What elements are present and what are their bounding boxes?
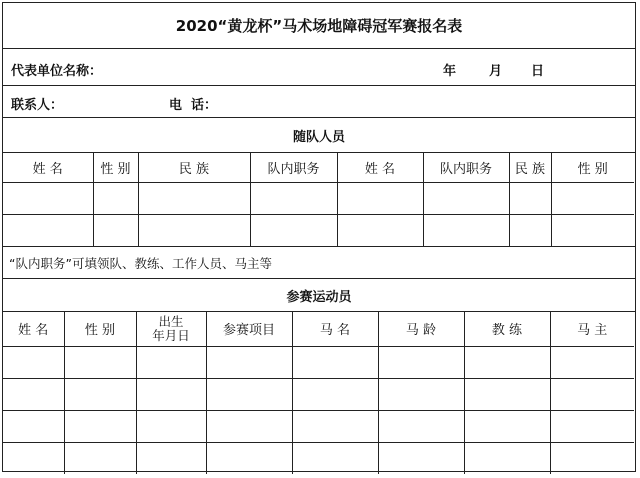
staff-cell[interactable] xyxy=(551,214,634,246)
athlete-cell[interactable] xyxy=(3,346,64,378)
athlete-cell[interactable] xyxy=(464,410,550,442)
athlete-cell[interactable] xyxy=(206,378,292,410)
staff-header-gender-2: 性 别 xyxy=(551,153,634,182)
athlete-cell[interactable] xyxy=(292,442,378,474)
staff-row xyxy=(3,182,634,214)
athlete-cell[interactable] xyxy=(136,442,206,474)
athlete-header-coach: 教 练 xyxy=(464,312,550,346)
contact-row xyxy=(3,86,635,118)
athlete-cell[interactable] xyxy=(292,410,378,442)
athlete-cell[interactable] xyxy=(550,410,634,442)
athlete-cell[interactable] xyxy=(136,410,206,442)
staff-cell[interactable] xyxy=(3,182,93,214)
athlete-cell[interactable] xyxy=(3,442,64,474)
athlete-cell[interactable] xyxy=(136,346,206,378)
athlete-cell[interactable] xyxy=(64,410,136,442)
birth-header-line-2: 年月日 xyxy=(152,327,190,343)
athletes-table xyxy=(3,312,634,474)
date-day-label: 日 xyxy=(531,64,545,79)
staff-cell[interactable] xyxy=(423,182,509,214)
staff-cell[interactable] xyxy=(551,182,634,214)
contact-person-label: 联系人： xyxy=(11,98,64,113)
role-note: “队内职务”可填领队、教练、工作人员、马主等 xyxy=(3,246,635,279)
staff-header-ethnicity: 民 族 xyxy=(138,153,250,182)
unit-row xyxy=(3,49,635,86)
staff-cell[interactable] xyxy=(509,214,551,246)
athlete-row xyxy=(3,378,634,410)
athlete-row xyxy=(3,442,634,474)
athlete-cell[interactable] xyxy=(378,378,464,410)
athlete-header-birthdate xyxy=(136,312,206,346)
staff-header-role: 队内职务 xyxy=(250,153,337,182)
staff-cell[interactable] xyxy=(93,182,138,214)
athlete-cell[interactable] xyxy=(64,442,136,474)
athlete-header-gender: 性 别 xyxy=(64,312,136,346)
athlete-header-horse-name: 马 名 xyxy=(292,312,378,346)
staff-cell[interactable] xyxy=(250,182,337,214)
athlete-cell[interactable] xyxy=(550,378,634,410)
athlete-cell[interactable] xyxy=(3,378,64,410)
athlete-cell[interactable] xyxy=(464,346,550,378)
form-title: 2020“黄龙杯”马术场地障碍冠军赛报名表 xyxy=(3,3,635,49)
staff-table xyxy=(3,153,634,246)
date-month-label: 月 xyxy=(489,64,503,79)
staff-header-name: 姓 名 xyxy=(3,153,93,182)
athlete-cell[interactable] xyxy=(378,346,464,378)
staff-cell[interactable] xyxy=(138,214,250,246)
athlete-cell[interactable] xyxy=(206,346,292,378)
athlete-cell[interactable] xyxy=(292,346,378,378)
staff-header-role-2: 队内职务 xyxy=(423,153,509,182)
athlete-cell[interactable] xyxy=(292,378,378,410)
athlete-cell[interactable] xyxy=(464,378,550,410)
athlete-cell[interactable] xyxy=(64,346,136,378)
athlete-cell[interactable] xyxy=(64,378,136,410)
athlete-cell[interactable] xyxy=(550,346,634,378)
athlete-cell[interactable] xyxy=(550,442,634,474)
athlete-header-event: 参赛项目 xyxy=(206,312,292,346)
athlete-cell[interactable] xyxy=(206,410,292,442)
athlete-row xyxy=(3,410,634,442)
staff-cell[interactable] xyxy=(138,182,250,214)
athlete-cell[interactable] xyxy=(136,378,206,410)
athlete-cell[interactable] xyxy=(3,410,64,442)
athlete-header-horse-owner: 马 主 xyxy=(550,312,634,346)
staff-cell[interactable] xyxy=(3,214,93,246)
athlete-row xyxy=(3,346,634,378)
athletes-section-title: 参赛运动员 xyxy=(3,279,635,312)
staff-cell[interactable] xyxy=(93,214,138,246)
staff-section-title: 随队人员 xyxy=(3,118,635,153)
athletes-header-row xyxy=(3,312,634,346)
staff-cell[interactable] xyxy=(337,182,423,214)
birth-header-line-1: 出生 xyxy=(158,313,184,329)
staff-header-gender: 性 别 xyxy=(93,153,138,182)
athlete-cell[interactable] xyxy=(206,442,292,474)
staff-header-row xyxy=(3,153,634,182)
staff-cell[interactable] xyxy=(423,214,509,246)
athlete-cell[interactable] xyxy=(378,442,464,474)
unit-name-label: 代表单位名称： xyxy=(11,64,103,79)
athlete-cell[interactable] xyxy=(378,410,464,442)
date-year-label: 年 xyxy=(443,64,457,79)
registration-form xyxy=(2,2,636,472)
staff-header-ethnicity-2: 民 族 xyxy=(509,153,551,182)
athlete-header-name: 姓 名 xyxy=(3,312,64,346)
athlete-header-horse-age: 马 龄 xyxy=(378,312,464,346)
athlete-cell[interactable] xyxy=(464,442,550,474)
phone-label: 电 话： xyxy=(169,98,218,113)
staff-cell[interactable] xyxy=(509,182,551,214)
staff-cell[interactable] xyxy=(250,214,337,246)
staff-header-name-2: 姓 名 xyxy=(337,153,423,182)
staff-cell[interactable] xyxy=(337,214,423,246)
staff-row xyxy=(3,214,634,246)
